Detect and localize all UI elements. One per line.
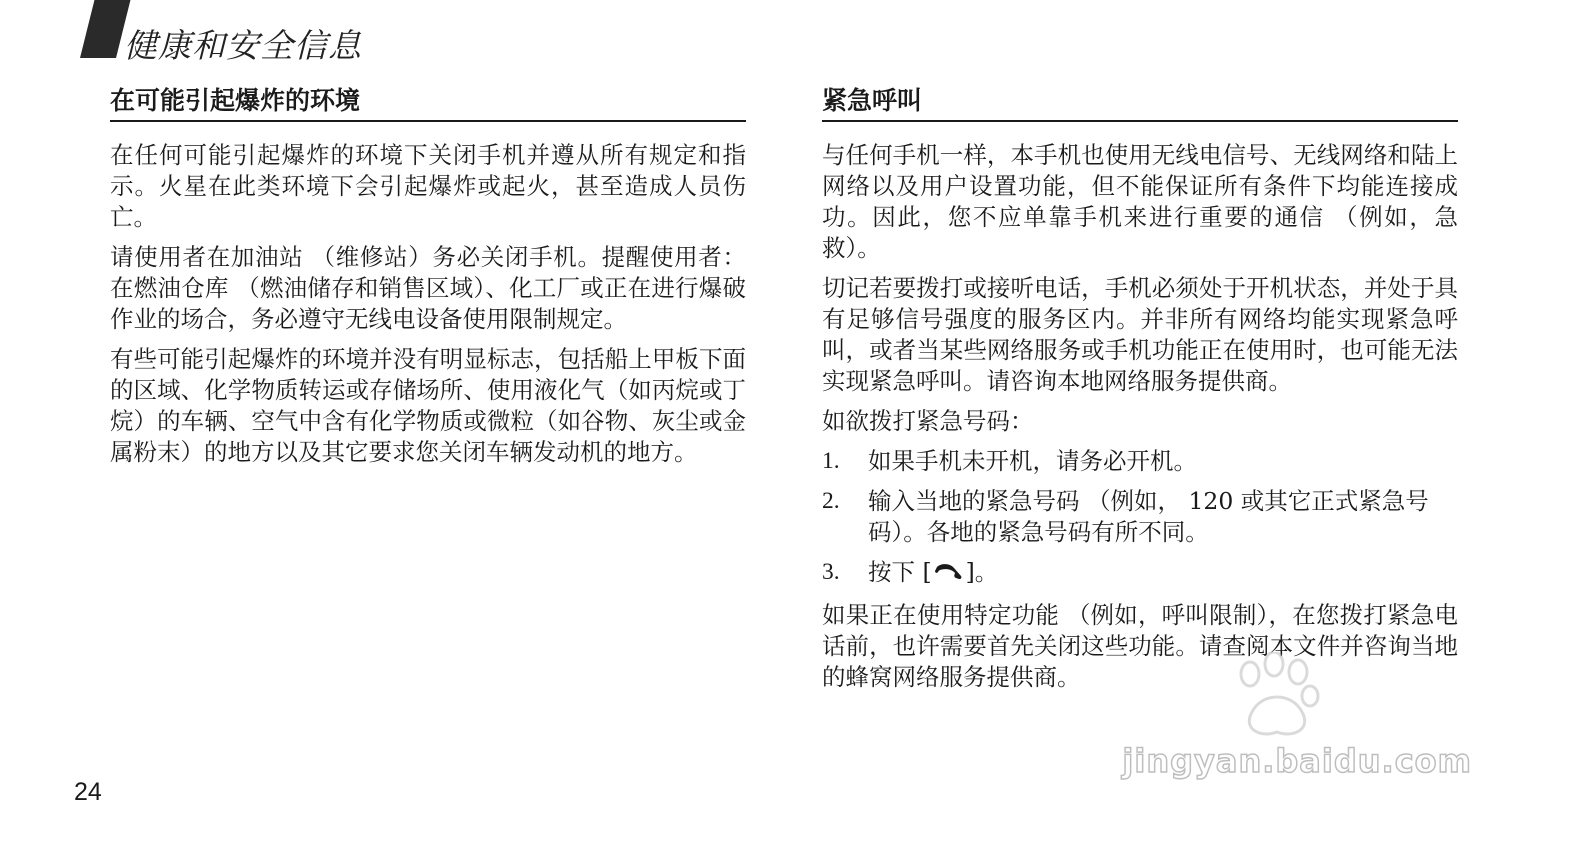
list-text — [868, 557, 1458, 591]
list-number: 2. — [822, 488, 840, 514]
phone-send-key-icon — [934, 560, 964, 591]
list-number: 3. — [822, 559, 840, 585]
paragraph: 如果正在使用特定功能 （例如，呼叫限制），在您拨打紧急电话前，也许需要首先关闭这些功能。请查阅本文件并咨询当地的蜂窝网络服务提供商。 — [822, 601, 1458, 691]
chapter-title: 健康和安全信息 — [124, 26, 362, 65]
section-title-explosive: 在可能引起爆炸的环境 — [110, 80, 746, 122]
list-item — [822, 557, 1458, 591]
paragraph: 如欲拨打紧急号码： — [822, 407, 1034, 435]
list-number: 1. — [822, 448, 840, 474]
section-title-emergency: 紧急呼叫 — [822, 80, 1458, 122]
right-column — [822, 80, 1458, 702]
paragraph: 与任何手机一样，本手机也使用无线电信号、无线网络和陆上网络以及用户设置功能，但不能保证所有条件下均能连接成功。因此，您不应单靠手机来进行重要的通信 （例如，急救）。 — [822, 141, 1458, 262]
list-text: 如果手机未开机，请务必开机。 — [868, 447, 1197, 475]
step-prefix: 按下 [ — [868, 558, 932, 586]
left-column — [110, 80, 746, 477]
watermark-url: jingyan.baidu.com — [1122, 742, 1472, 780]
paragraph: 在任何可能引起爆炸的环境下关闭手机并遵从所有规定和指示。火星在此类环境下会引起爆炸或起火，甚至造成人员伤亡。 — [110, 141, 746, 231]
list-item — [822, 486, 1458, 548]
list-text: 输入当地的紧急号码 （例如， 120 或其它正式紧急号码）。各地的紧急号码有所不同。 — [868, 487, 1429, 546]
page-number: 24 — [74, 778, 102, 806]
paragraph: 请使用者在加油站 （维修站）务必关闭手机。提醒使用者：在燃油仓库 （燃油储存和销售区域）、化工厂或正在进行爆破作业的场合，务必遵守无线电设备使用限制规定。 — [110, 243, 746, 333]
paragraph: 有些可能引起爆炸的环境并没有明显标志，包括船上甲板下面的区域、化学物质转运或存储场所、使用液化气（如丙烷或丁烷）的车辆、空气中含有化学物质或微粒（如谷物、灰尘或金属粉末）的地方以及其它要求您关闭车辆发动机的地方。 — [110, 345, 746, 466]
paragraph: 切记若要拨打或接听电话，手机必须处于开机状态，并处于具有足够信号强度的服务区内。并非所有网络均能实现紧急呼叫，或者当某些网络服务或手机功能正在使用时，也可能无法实现紧急呼叫。请咨询本地网络服务提供商。 — [822, 274, 1458, 395]
step-suffix: ]。 — [965, 558, 999, 586]
list-item — [822, 446, 1458, 477]
header-corner-bar — [80, 0, 130, 58]
